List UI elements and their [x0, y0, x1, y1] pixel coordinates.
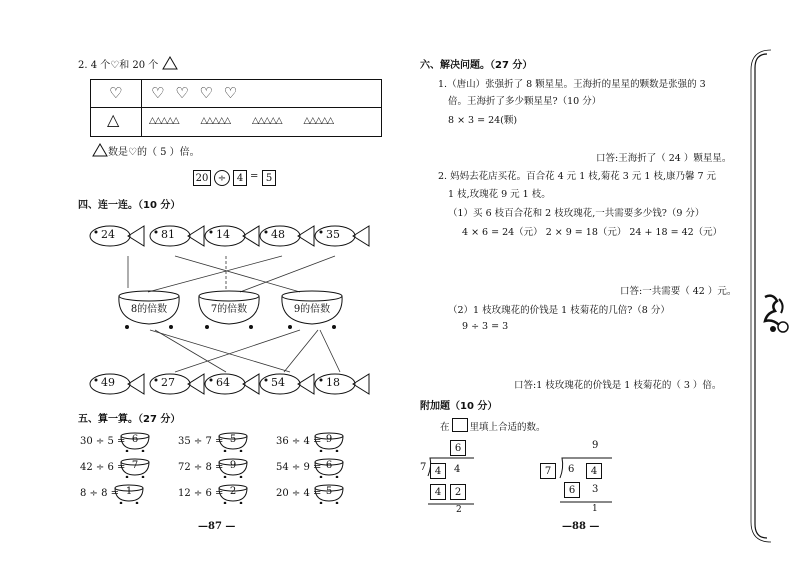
- fish-bottom[interactable]: 49: [88, 370, 146, 398]
- fish-top[interactable]: 35: [313, 222, 371, 250]
- fish-bottom[interactable]: 54: [258, 370, 316, 398]
- fish-top[interactable]: 14: [203, 222, 261, 250]
- line-48-8: [148, 256, 282, 292]
- long-division-1: [418, 438, 478, 518]
- triangle-row-values: △△△△△ △△△△△ △△△△△ △△△△△: [149, 116, 334, 126]
- div2-remainder: 1: [592, 504, 598, 514]
- div1-dividend-1[interactable]: 4: [430, 463, 446, 479]
- bonus-instruction: 在 里填上合适的数。: [440, 418, 546, 433]
- div1-product-1[interactable]: 4: [430, 484, 446, 500]
- p1-work: 8 × 3 = 24(颗): [448, 115, 518, 126]
- section5-title: 五、算一算。（27 分）: [78, 414, 181, 425]
- calc-expr: 72 ÷ 8 =: [178, 462, 224, 473]
- answer-bowl[interactable]: 9: [312, 432, 346, 452]
- eq-box-c: 5: [262, 170, 276, 186]
- heart-row-values: ♡ ♡ ♡ ♡: [151, 84, 241, 102]
- line-27-9: [175, 330, 300, 372]
- p2-sub1: （1）买 6 枝百合花和 2 枝玫瑰花,一共需要多少钱?（9 分）: [448, 208, 705, 219]
- answer-bowl[interactable]: 9: [216, 458, 250, 478]
- line-49-7: [150, 330, 290, 372]
- p2-sub1-answer: 口答:一共需要（ 42 ）元。: [620, 286, 737, 297]
- fish-top[interactable]: 48: [258, 222, 316, 250]
- line-54-9: [284, 330, 318, 372]
- div1-product-2[interactable]: 2: [450, 484, 466, 500]
- triangle-row-label: △: [107, 110, 120, 129]
- p2-sub2-work: 9 ÷ 3 = 3: [462, 321, 509, 332]
- line-18-9: [320, 330, 340, 372]
- fish-top[interactable]: 24: [88, 222, 146, 250]
- calc-expr: 35 ÷ 7 =: [178, 436, 224, 447]
- div2-divisor[interactable]: 7: [540, 463, 556, 479]
- calc-expr: 42 ÷ 6 =: [80, 462, 126, 473]
- page-number-left: —87 —: [198, 521, 236, 532]
- answer-bowl[interactable]: 6: [312, 458, 346, 478]
- p1-line2: 倍。王海折了多少颗星星?（10 分）: [448, 96, 602, 107]
- div1-quotient[interactable]: 6: [450, 440, 466, 456]
- line-64-8: [155, 330, 226, 372]
- p1-answer: 口答:王海折了（ 24 ）颗星星。: [596, 153, 732, 164]
- connection-lines: [0, 0, 400, 420]
- div2-dividend-1: 6: [568, 464, 575, 475]
- calc-expr: 36 ÷ 4 =: [276, 436, 322, 447]
- heart-row-label: ♡: [109, 84, 123, 102]
- answer-bowl[interactable]: 5: [216, 432, 250, 452]
- fish-top[interactable]: 81: [148, 222, 206, 250]
- div1-divisor: 7: [420, 462, 427, 473]
- calc-expr: 12 ÷ 6 =: [178, 488, 224, 499]
- p2-line1: 2. 妈妈去花店买花。百合花 4 元 1 枝,菊花 3 元 1 枝,康乃馨 7 元: [438, 171, 717, 182]
- eq-equals: =: [250, 171, 259, 182]
- answer-bowl[interactable]: 7: [118, 458, 152, 478]
- blank-box-icon: [452, 418, 468, 432]
- answer-bowl[interactable]: 2: [216, 484, 250, 504]
- answer-bowl[interactable]: 1: [112, 484, 146, 504]
- calc-expr: 20 ÷ 4 =: [276, 488, 322, 499]
- p2-sub2-answer: 口答:1 枝玫瑰花的价钱是 1 枝菊花的（ 3 ）倍。: [514, 380, 722, 391]
- div1-remainder: 2: [456, 505, 462, 515]
- line-81-9: [175, 256, 300, 292]
- binding-strip: [745, 46, 793, 546]
- div2-product-2: 3: [592, 484, 599, 495]
- section4-title: 四、连一连。（10 分）: [78, 200, 181, 211]
- pot-multiples-7[interactable]: 7的倍数: [195, 290, 263, 330]
- answer-bowl[interactable]: 6: [118, 432, 152, 452]
- page-number-right: —88 —: [562, 521, 600, 532]
- long-division-2: [538, 438, 618, 518]
- p2-sub1-work: 4 × 6 = 24（元） 2 × 9 = 18（元） 24 + 18 = 42（元）: [462, 227, 723, 238]
- div1-dividend-2: 4: [454, 464, 461, 475]
- section6-title: 六、解决问题。（27 分）: [420, 60, 533, 71]
- calc-expr: 8 ÷ 8 =: [80, 488, 120, 499]
- div2-product-1[interactable]: 6: [564, 482, 580, 498]
- calc-expr: 54 ÷ 9 =: [276, 462, 322, 473]
- answer-bowl[interactable]: 5: [312, 484, 346, 504]
- fish-bottom[interactable]: 18: [313, 370, 371, 398]
- div2-quotient: 9: [592, 440, 599, 451]
- p2-sub2: （2）1 枝玫瑰花的价钱是 1 枝菊花的几倍?（8 分）: [448, 305, 670, 316]
- p2-line2: 1 枝,玫瑰花 9 元 1 枝。: [448, 189, 551, 200]
- brand-logo: [759, 291, 791, 335]
- q2-statement: 数是♡的（ 5 ）倍。: [92, 143, 200, 158]
- eq-box-b: 4: [233, 170, 247, 186]
- p1-line1: 1.（唐山）张强折了 8 颗星星。王海折的星星的颗数是张强的 3: [438, 79, 706, 90]
- pot-multiples-8[interactable]: 8的倍数: [115, 290, 183, 330]
- pot-multiples-9[interactable]: 9的倍数: [278, 290, 346, 330]
- div2-dividend-2[interactable]: 4: [586, 463, 602, 479]
- eq-box-a: 20: [193, 170, 211, 186]
- fish-bottom[interactable]: 27: [148, 370, 206, 398]
- line-35-7: [240, 256, 335, 292]
- fish-bottom[interactable]: 64: [203, 370, 261, 398]
- eq-op-circle: ÷: [214, 170, 230, 186]
- bonus-title: 附加题（10 分）: [420, 401, 498, 412]
- calc-expr: 30 ÷ 5 =: [80, 436, 126, 447]
- q2-title: 2. 4 个♡和 20 个: [78, 56, 178, 71]
